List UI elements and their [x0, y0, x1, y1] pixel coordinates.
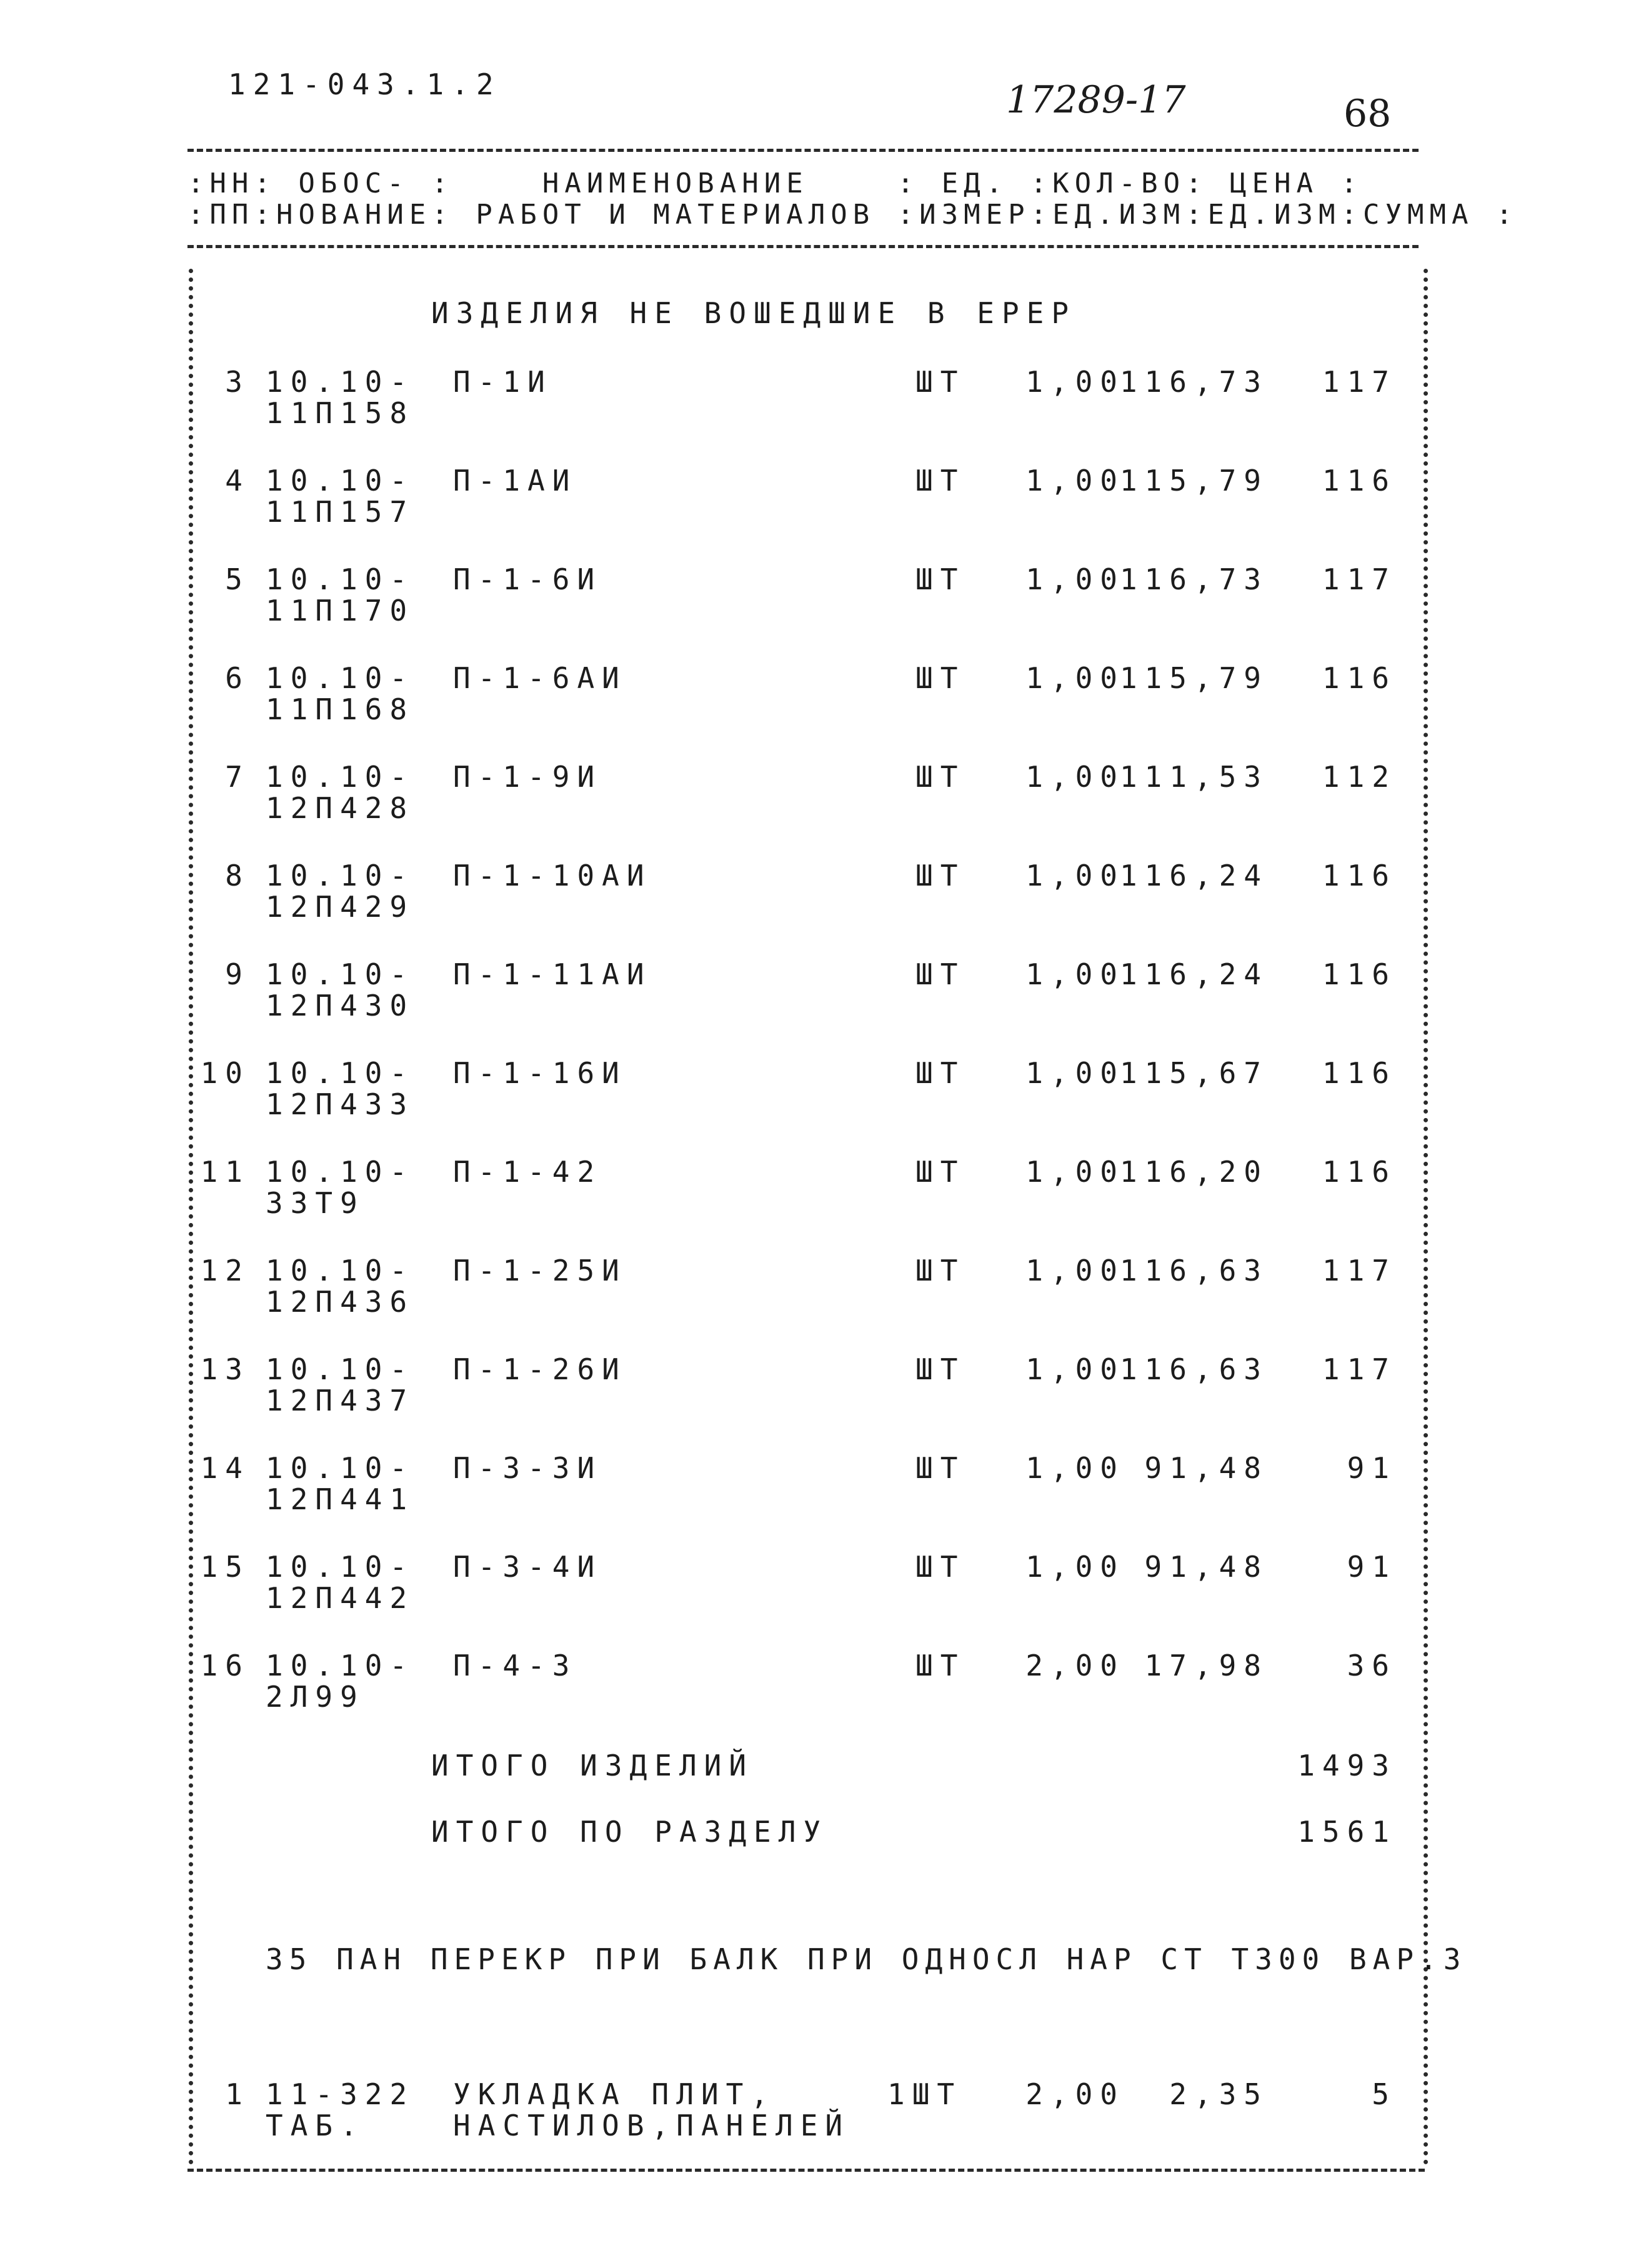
row-code-suffix: 12П442	[266, 1581, 415, 1615]
row-price: 115,79	[1119, 464, 1269, 497]
row-number: 10	[200, 1056, 250, 1090]
row-code-suffix: 12П437	[266, 1384, 415, 1417]
row-price: 116,20	[1119, 1155, 1269, 1189]
row-code-suffix: 12П428	[266, 791, 415, 825]
row-unit: ШТ	[915, 1550, 965, 1584]
row-number: 4	[225, 464, 250, 497]
row-sum: 36	[1347, 1649, 1397, 1682]
left-border	[189, 269, 193, 2166]
row-code: 10.10-	[266, 1155, 415, 1189]
row-code-suffix: 12П429	[266, 890, 415, 924]
section-total-label: ИТОГО ПО РАЗДЕЛУ	[431, 1815, 829, 1849]
row-number: 9	[225, 957, 250, 991]
row-sum: 116	[1322, 464, 1397, 497]
row-name: П-1И	[453, 365, 552, 399]
row-qty: 1,00	[1025, 562, 1125, 596]
row-number: 16	[200, 1649, 250, 1682]
row-name: П-1АИ	[453, 464, 577, 497]
row-name: П-1-10АИ	[453, 859, 652, 892]
row-code: 10.10-	[266, 1550, 415, 1584]
row-number: 5	[225, 562, 250, 596]
s35-row-name: УКЛАДКА ПЛИТ,	[453, 2077, 776, 2111]
row-code: 10.10-	[266, 760, 415, 794]
row-code: 10.10-	[266, 562, 415, 596]
row-code-suffix: 12П441	[266, 1482, 415, 1516]
row-sum: 116	[1322, 661, 1397, 695]
row-sum: 112	[1322, 760, 1397, 794]
row-name: П-1-6И	[453, 562, 602, 596]
row-unit: ШТ	[915, 1155, 965, 1189]
s35-row-price: 2,35	[1169, 2077, 1269, 2111]
total-items-value: 1493	[1297, 1749, 1397, 1782]
row-qty: 1,00	[1025, 1254, 1125, 1287]
row-code: 10.10-	[266, 1649, 415, 1682]
row-code-suffix: 11П158	[266, 396, 415, 430]
s35-row-code-table: ТАБ.	[266, 2109, 365, 2142]
row-unit: ШТ	[915, 1254, 965, 1287]
document-code: 121-043.1.2	[228, 67, 501, 101]
row-number: 12	[200, 1254, 250, 1287]
row-price: 115,67	[1119, 1056, 1269, 1090]
row-name: П-1-42	[453, 1155, 602, 1189]
row-code-suffix: 11П168	[266, 692, 415, 726]
row-name: П-1-26И	[453, 1352, 627, 1386]
row-sum: 116	[1322, 1056, 1397, 1090]
row-number: 15	[200, 1550, 250, 1584]
row-price: 116,63	[1119, 1352, 1269, 1386]
row-unit: ШТ	[915, 1451, 965, 1485]
row-code: 10.10-	[266, 859, 415, 892]
row-price: 91,48	[1144, 1550, 1269, 1584]
row-unit: ШТ	[915, 1056, 965, 1090]
s35-row-number: 1	[225, 2077, 250, 2111]
row-price: 111,53	[1119, 760, 1269, 794]
row-qty: 1,00	[1025, 365, 1125, 399]
row-qty: 1,00	[1025, 1352, 1125, 1386]
row-unit: ШТ	[915, 661, 965, 695]
row-unit: ШТ	[915, 957, 965, 991]
row-qty: 1,00	[1025, 1056, 1125, 1090]
row-name: П-1-16И	[453, 1056, 627, 1090]
row-price: 91,48	[1144, 1451, 1269, 1485]
row-sum: 91	[1347, 1451, 1397, 1485]
row-unit: ШТ	[915, 365, 965, 399]
row-qty: 1,00	[1025, 859, 1125, 892]
row-name: П-1-25И	[453, 1254, 627, 1287]
row-price: 116,73	[1119, 562, 1269, 596]
section-total-value: 1561	[1297, 1815, 1397, 1849]
row-sum: 116	[1322, 1155, 1397, 1189]
row-qty: 1,00	[1025, 1451, 1125, 1485]
row-sum: 117	[1322, 365, 1397, 399]
section-title: ИЗДЕЛИЯ НЕ ВОШЕДШИЕ В ЕРЕР	[431, 296, 1077, 330]
row-code: 10.10-	[266, 661, 415, 695]
row-code-suffix: 12П430	[266, 989, 415, 1022]
row-price: 115,79	[1119, 661, 1269, 695]
row-qty: 1,00	[1025, 957, 1125, 991]
handwritten-code: 17289-17	[1006, 78, 1186, 122]
row-code-suffix: 12П433	[266, 1087, 415, 1121]
row-code-suffix: 33Т9	[266, 1186, 365, 1220]
top-rule	[187, 149, 1419, 152]
row-name: П-1-11АИ	[453, 957, 652, 991]
row-qty: 1,00	[1025, 661, 1125, 695]
row-sum: 91	[1347, 1550, 1397, 1584]
row-code: 10.10-	[266, 1451, 415, 1485]
row-sum: 117	[1322, 1352, 1397, 1386]
row-name: П-1-9И	[453, 760, 602, 794]
row-sum: 117	[1322, 1254, 1397, 1287]
row-sum: 117	[1322, 562, 1397, 596]
row-code-suffix: 11П170	[266, 594, 415, 627]
row-number: 3	[225, 365, 250, 399]
row-number: 8	[225, 859, 250, 892]
row-code: 10.10-	[266, 1056, 415, 1090]
total-items-label: ИТОГО ИЗДЕЛИЙ	[431, 1749, 754, 1782]
row-sum: 116	[1322, 957, 1397, 991]
row-unit: ШТ	[915, 464, 965, 497]
row-qty: 1,00	[1025, 1155, 1125, 1189]
row-unit: ШТ	[915, 760, 965, 794]
row-code-suffix: 2Л99	[266, 1680, 365, 1714]
row-name: П-3-3И	[453, 1451, 602, 1485]
right-border	[1424, 269, 1428, 2166]
row-code: 10.10-	[266, 1352, 415, 1386]
section-35-title: 35 ПАН ПЕРЕКР ПРИ БАЛК ПРИ ОДНОСЛ НАР СТ Т300 ВАР.3	[266, 1942, 1467, 1976]
row-price: 116,24	[1119, 859, 1269, 892]
row-qty: 1,00	[1025, 464, 1125, 497]
row-qty: 1,00	[1025, 760, 1125, 794]
row-code-suffix: 11П157	[266, 495, 415, 529]
row-name: П-3-4И	[453, 1550, 602, 1584]
s35-row-name-cont: НАСТИЛОВ,ПАНЕЛЕЙ	[453, 2109, 850, 2142]
row-code: 10.10-	[266, 365, 415, 399]
column-header-line-1: :НН: ОБОС- : НАИМЕНОВАНИЕ : ЕД. :КОЛ-ВО: ЦЕНА :	[187, 167, 1363, 199]
row-name: П-1-6АИ	[453, 661, 627, 695]
header-rule	[187, 245, 1419, 248]
row-qty: 1,00	[1025, 1550, 1125, 1584]
row-price: 116,24	[1119, 957, 1269, 991]
s35-row-code: 11-322	[266, 2077, 415, 2111]
row-code: 10.10-	[266, 957, 415, 991]
s35-row-qty: 2,00	[1025, 2077, 1125, 2111]
page-number: 68	[1344, 92, 1392, 136]
row-code-suffix: 12П436	[266, 1285, 415, 1319]
s35-row-unit: 1ШТ	[887, 2077, 962, 2111]
row-sum: 116	[1322, 859, 1397, 892]
bottom-rule	[187, 2169, 1425, 2172]
row-price: 116,73	[1119, 365, 1269, 399]
row-number: 7	[225, 760, 250, 794]
column-header-line-2: :ПП:НОВАНИЕ: РАБОТ И МАТЕРИАЛОВ :ИЗМЕР:ЕД.ИЗМ:ЕД.ИЗМ:СУММА :	[187, 199, 1519, 231]
row-unit: ШТ	[915, 1649, 965, 1682]
row-price: 17,98	[1144, 1649, 1269, 1682]
row-name: П-4-3	[453, 1649, 577, 1682]
row-unit: ШТ	[915, 562, 965, 596]
row-unit: ШТ	[915, 859, 965, 892]
s35-row-sum: 5	[1372, 2077, 1397, 2111]
row-unit: ШТ	[915, 1352, 965, 1386]
row-code: 10.10-	[266, 1254, 415, 1287]
row-price: 116,63	[1119, 1254, 1269, 1287]
row-number: 11	[200, 1155, 250, 1189]
row-code: 10.10-	[266, 464, 415, 497]
row-number: 6	[225, 661, 250, 695]
row-qty: 2,00	[1025, 1649, 1125, 1682]
row-number: 13	[200, 1352, 250, 1386]
row-number: 14	[200, 1451, 250, 1485]
